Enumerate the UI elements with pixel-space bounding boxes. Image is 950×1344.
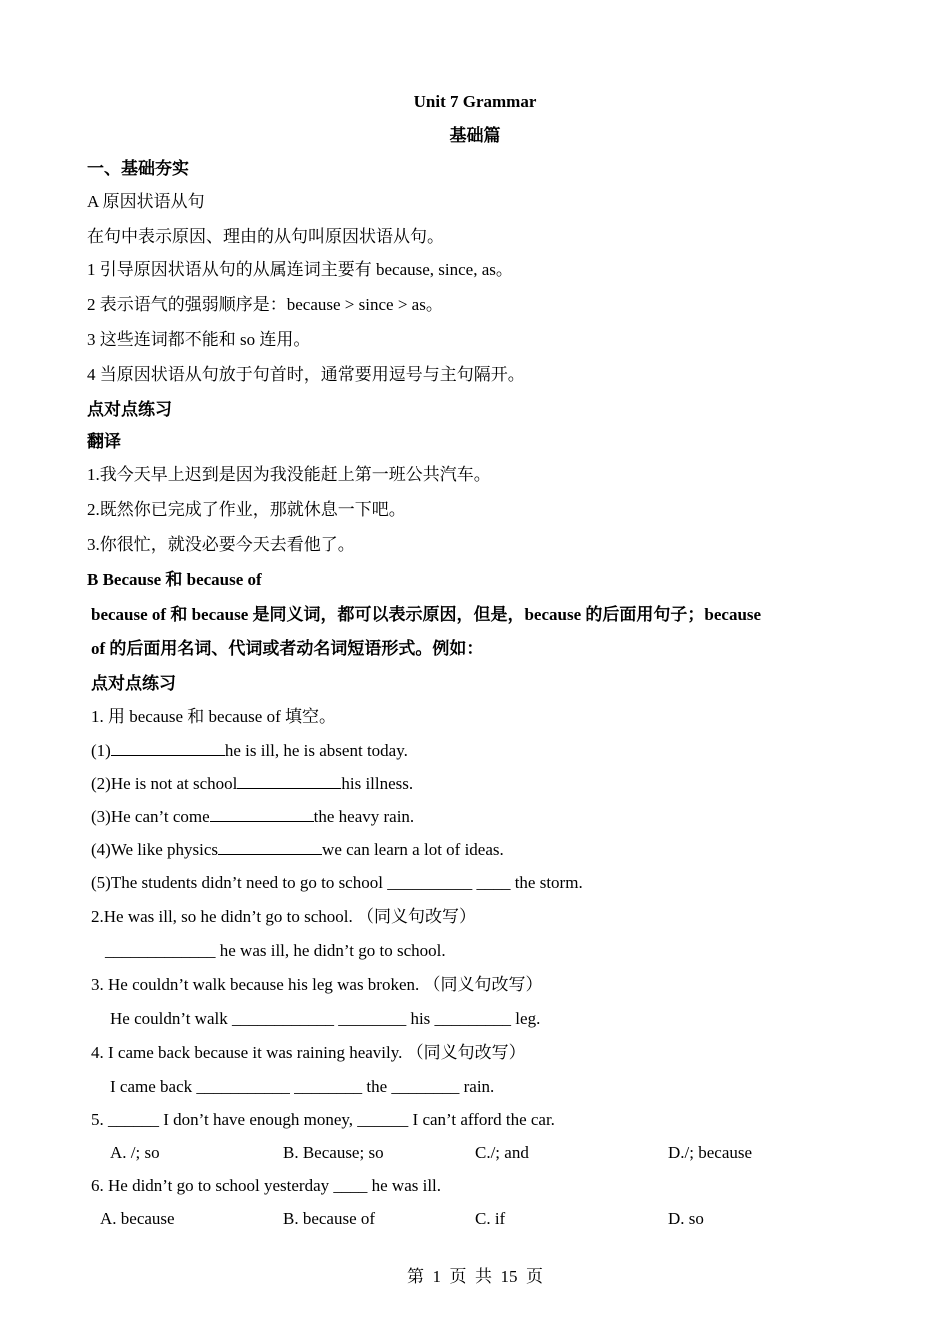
answer-blank[interactable] [210,806,314,822]
q6-option-b: B. because of [283,1209,376,1228]
page-footer: 第 1 页 共 15 页 [407,1267,543,1286]
q5-option-a: A. /; so [110,1143,160,1162]
part-b-desc: of 的后面用名词、代词或者动名词短语形式。例如： [91,639,484,658]
q1-item: (5)The students didn’t need to go to school __________ ____ the storm. [91,873,583,892]
q1-item-suffix: we can learn a lot of ideas. [322,840,504,859]
part-b-desc: because of 和 because 是同义词，都可以表示原因，但是，because 的后面用句子；because [91,605,762,624]
q1-item-prefix: (1) [91,741,111,760]
rule-item: 3 这些连词都不能和 so 连用。 [87,330,311,349]
q4-question: 4. I came back because it was raining heavily. （同义句改写） [91,1043,526,1062]
q2-answer-line: _____________ he was ill, he didn’t go to school. [105,941,446,960]
q1-item-suffix: his illness. [341,774,414,793]
q3-answer-line: He couldn’t walk ____________ ________ his _________ leg. [110,1009,541,1028]
q1-item-suffix: the heavy rain. [313,807,415,826]
translate-item: 2.既然你已完成了作业，那就休息一下吧。 [87,500,406,519]
q6-question: 6. He didn’t go to school yesterday ____ he was ill. [91,1176,442,1195]
translate-label: 翻译 [87,432,121,451]
q3-question: 3. He couldn’t walk because his leg was broken. （同义句改写） [91,975,543,994]
q1-item [91,739,408,763]
practice-label: 点对点练习 [91,674,176,693]
answer-blank[interactable] [218,839,322,855]
practice-label: 点对点练习 [87,400,172,419]
q5-option-b: B. Because; so [283,1143,384,1162]
rule-item: 2 表示语气的强弱顺序是：because > since > as。 [87,295,443,314]
q1-item [91,838,504,862]
q4-answer-line: I came back ___________ ________ the ________ rain. [110,1077,495,1096]
q2-question: 2.He was ill, so he didn’t go to school. （同义句改写） [91,907,476,926]
page-title: Unit 7 Grammar [413,92,537,111]
part-a-intro: 在句中表示原因、理由的从句叫原因状语从句。 [87,227,444,246]
translate-item: 1.我今天早上迟到是因为我没能赶上第一班公共汽车。 [87,465,491,484]
q5-question: 5. ______ I don’t have enough money, ______ I can’t afford the car. [91,1110,555,1129]
q1-item-prefix: (2)He is not at school [91,774,238,793]
answer-blank[interactable] [111,740,225,756]
part-b-title: B Because 和 because of [87,570,262,589]
q1-item-suffix: he is ill, he is absent today. [224,741,408,760]
q5-option-d: D./; because [668,1143,753,1162]
q1-instruction: 1. 用 because 和 because of 填空。 [91,707,337,726]
q6-option-c: C. if [475,1209,506,1228]
q1-item-prefix: (3)He can’t come [91,807,210,826]
q6-option-d: D. so [668,1209,704,1228]
q5-option-c: C./; and [475,1143,529,1162]
section-heading: 一、基础夯实 [87,159,189,178]
q6-option-a: A. because [100,1209,175,1228]
part-a-title: A 原因状语从句 [87,192,205,211]
q1-item-prefix: (4)We like physics [91,840,219,859]
rule-item: 4 当原因状语从句放于句首时，通常要用逗号与主句隔开。 [87,365,525,384]
rule-item: 1 引导原因状语从句的从属连词主要有 because, since, as。 [87,260,513,279]
q1-item [91,772,413,796]
page-subtitle: 基础篇 [449,126,501,145]
answer-blank[interactable] [237,773,341,789]
translate-item: 3.你很忙，就没必要今天去看他了。 [87,535,355,554]
q1-item [91,805,414,829]
